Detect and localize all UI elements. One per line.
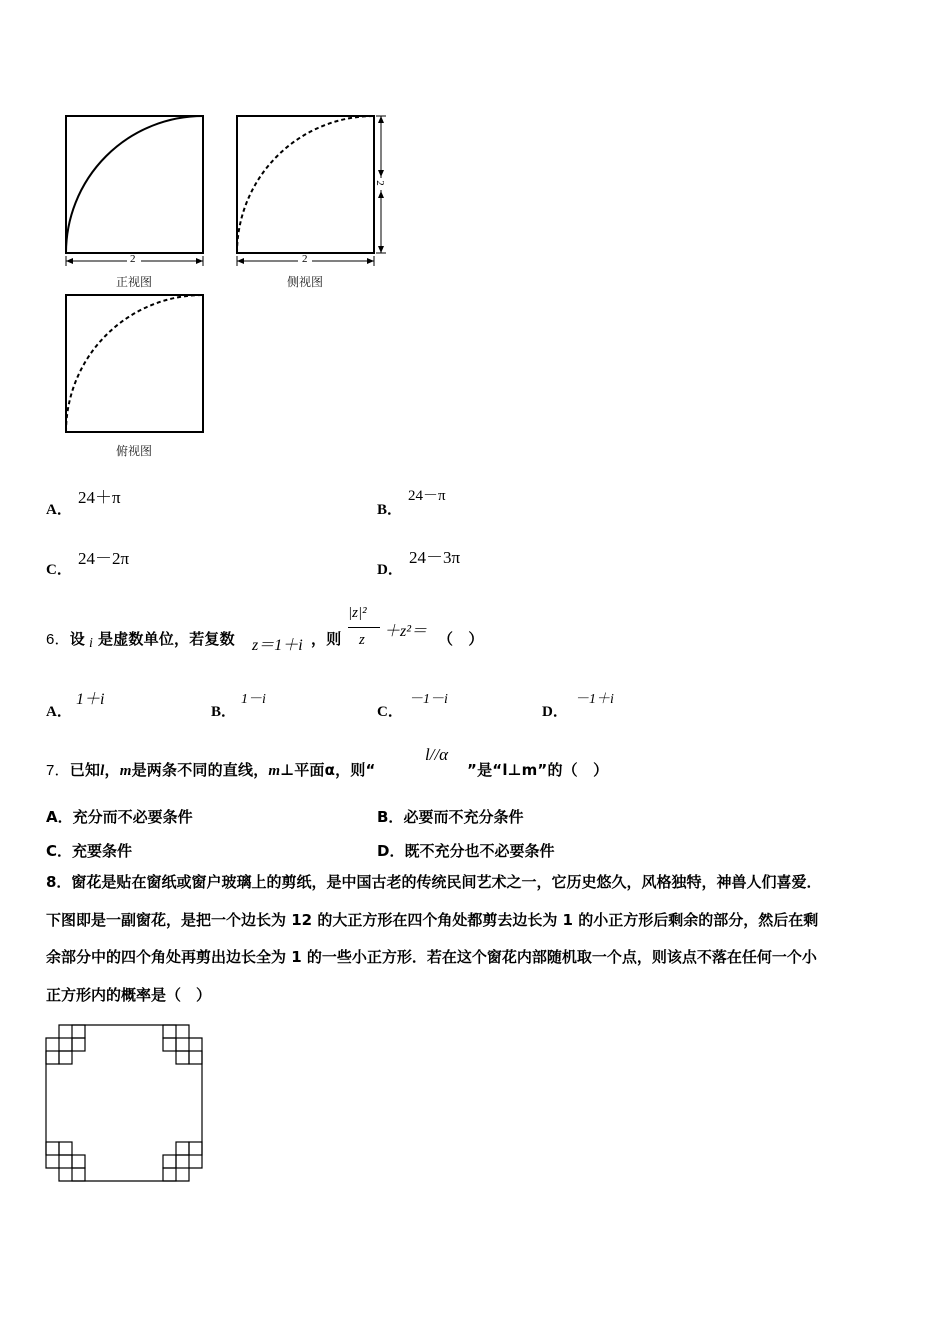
- q7-stem-tail: [467, 759, 608, 780]
- q6-option-c-expr: －1－i: [409, 692, 448, 707]
- side-view-caption: 侧视图: [287, 275, 324, 289]
- side-width-label: 2: [302, 253, 308, 265]
- front-view: [66, 116, 203, 268]
- q7-option-c: [46, 840, 132, 861]
- q7-sep: ，: [104, 761, 120, 779]
- q7-cond2: “l⊥m”: [492, 761, 548, 779]
- q5-option-b-letter: B．: [377, 502, 403, 518]
- q6-text-1: 设: [69, 630, 85, 648]
- q6-text-3: ，则: [311, 630, 342, 648]
- q5-option-a-expr: 24＋π: [78, 488, 121, 507]
- front-width-label: 2: [130, 253, 136, 265]
- q7-option-d: [377, 840, 554, 861]
- q7-option-d-letter: D．: [377, 842, 405, 860]
- q6-option-b-expr: 1－i: [241, 692, 266, 707]
- q5-option-b-expr: 24－π: [408, 488, 446, 504]
- q6-number: 6．: [46, 631, 70, 648]
- top-view-caption: 俯视图: [116, 444, 153, 458]
- q7-option-c-text: 充要条件: [72, 842, 133, 860]
- q5-option-c-letter: C．: [46, 562, 72, 578]
- q6-answer-paren: （ ）: [438, 630, 484, 648]
- q6-option-d-expr: －1＋i: [575, 692, 614, 707]
- q7-quote-close: ”: [467, 761, 478, 779]
- q5-option-d-expr: 24－3π: [409, 548, 461, 567]
- q7-quote-open: “: [365, 761, 376, 779]
- q7-option-b: [377, 806, 523, 827]
- q7-option-a: [46, 806, 193, 827]
- q6-tail-expr: ＋z²＝: [384, 623, 428, 640]
- side-height-label: 2: [373, 180, 386, 186]
- q7-text-3: ⊥平面α，则: [280, 761, 366, 779]
- q6-fraction-denominator: z: [359, 632, 365, 648]
- window-flower-figure: [44, 1023, 208, 1187]
- q6-fraction-bar: [348, 627, 380, 628]
- q6-option-a-expr: 1＋i: [76, 691, 105, 708]
- q7-option-b-letter: B．: [377, 808, 404, 826]
- q7-text-1: 已知: [69, 761, 101, 779]
- top-view: [66, 295, 203, 432]
- q5-option-a-letter: A．: [46, 502, 72, 518]
- q7-stem: [46, 759, 376, 780]
- q6-z-expr: z＝1＋i: [252, 637, 303, 654]
- q6-option-c-letter: C．: [377, 704, 403, 720]
- three-view-figure: [55, 105, 405, 465]
- q6-option-d-letter: D．: [542, 704, 568, 720]
- q8-line-3: 余部分中的四个角处再剪出边长全为 1 的一些小正方形．若在这个窗花内部随机取一个点，则该点不落在任何一个小: [46, 948, 817, 966]
- q6-i-symbol: i: [89, 636, 93, 651]
- q7-condition-expr: l//α: [425, 745, 449, 764]
- q6-option-b-letter: B．: [211, 704, 237, 720]
- q7-m2: m: [268, 763, 281, 779]
- q6-text-2: 是虚数单位，若复数: [98, 630, 235, 648]
- front-view-caption: 正视图: [116, 275, 153, 289]
- q7-option-a-letter: A．: [46, 808, 73, 826]
- q6-stem: [46, 628, 85, 649]
- q7-option-c-letter: C．: [46, 842, 73, 860]
- side-view: [237, 116, 387, 268]
- q7-text-5: 的（ ）: [547, 761, 609, 779]
- q6-option-a-letter: A．: [46, 704, 72, 720]
- q8-line-4: 正方形内的概率是（ ）: [46, 985, 212, 1004]
- q5-option-d-letter: D．: [377, 562, 403, 578]
- q7-number: 7．: [46, 762, 70, 779]
- q7-l: l: [100, 763, 105, 779]
- q7-m: m: [119, 763, 132, 779]
- q7-option-a-text: 充分而不必要条件: [72, 808, 193, 826]
- q8-line-1: 8．窗花是贴在窗纸或窗户玻璃上的剪纸，是中国古老的传统民间艺术之一，它历史悠久，风格独特，神兽人们喜爱．: [46, 873, 822, 891]
- q7-text-2: 是两条不同的直线，: [131, 761, 269, 779]
- q7-text-4: 是: [477, 761, 493, 779]
- q7-option-d-text: 既不充分也不必要条件: [404, 842, 555, 860]
- q8-paragraph: [46, 864, 906, 1014]
- q5-option-c-expr: 24－2π: [78, 549, 130, 568]
- q6-fraction-numerator: |z|²: [348, 605, 367, 621]
- q8-line-2: 下图即是一副窗花，是把一个边长为 12 的大正方形在四个角处都剪去边长为 1 的小正方形后剩余的部分，然后在剩: [46, 910, 819, 929]
- q7-option-b-text: 必要而不充分条件: [403, 808, 524, 826]
